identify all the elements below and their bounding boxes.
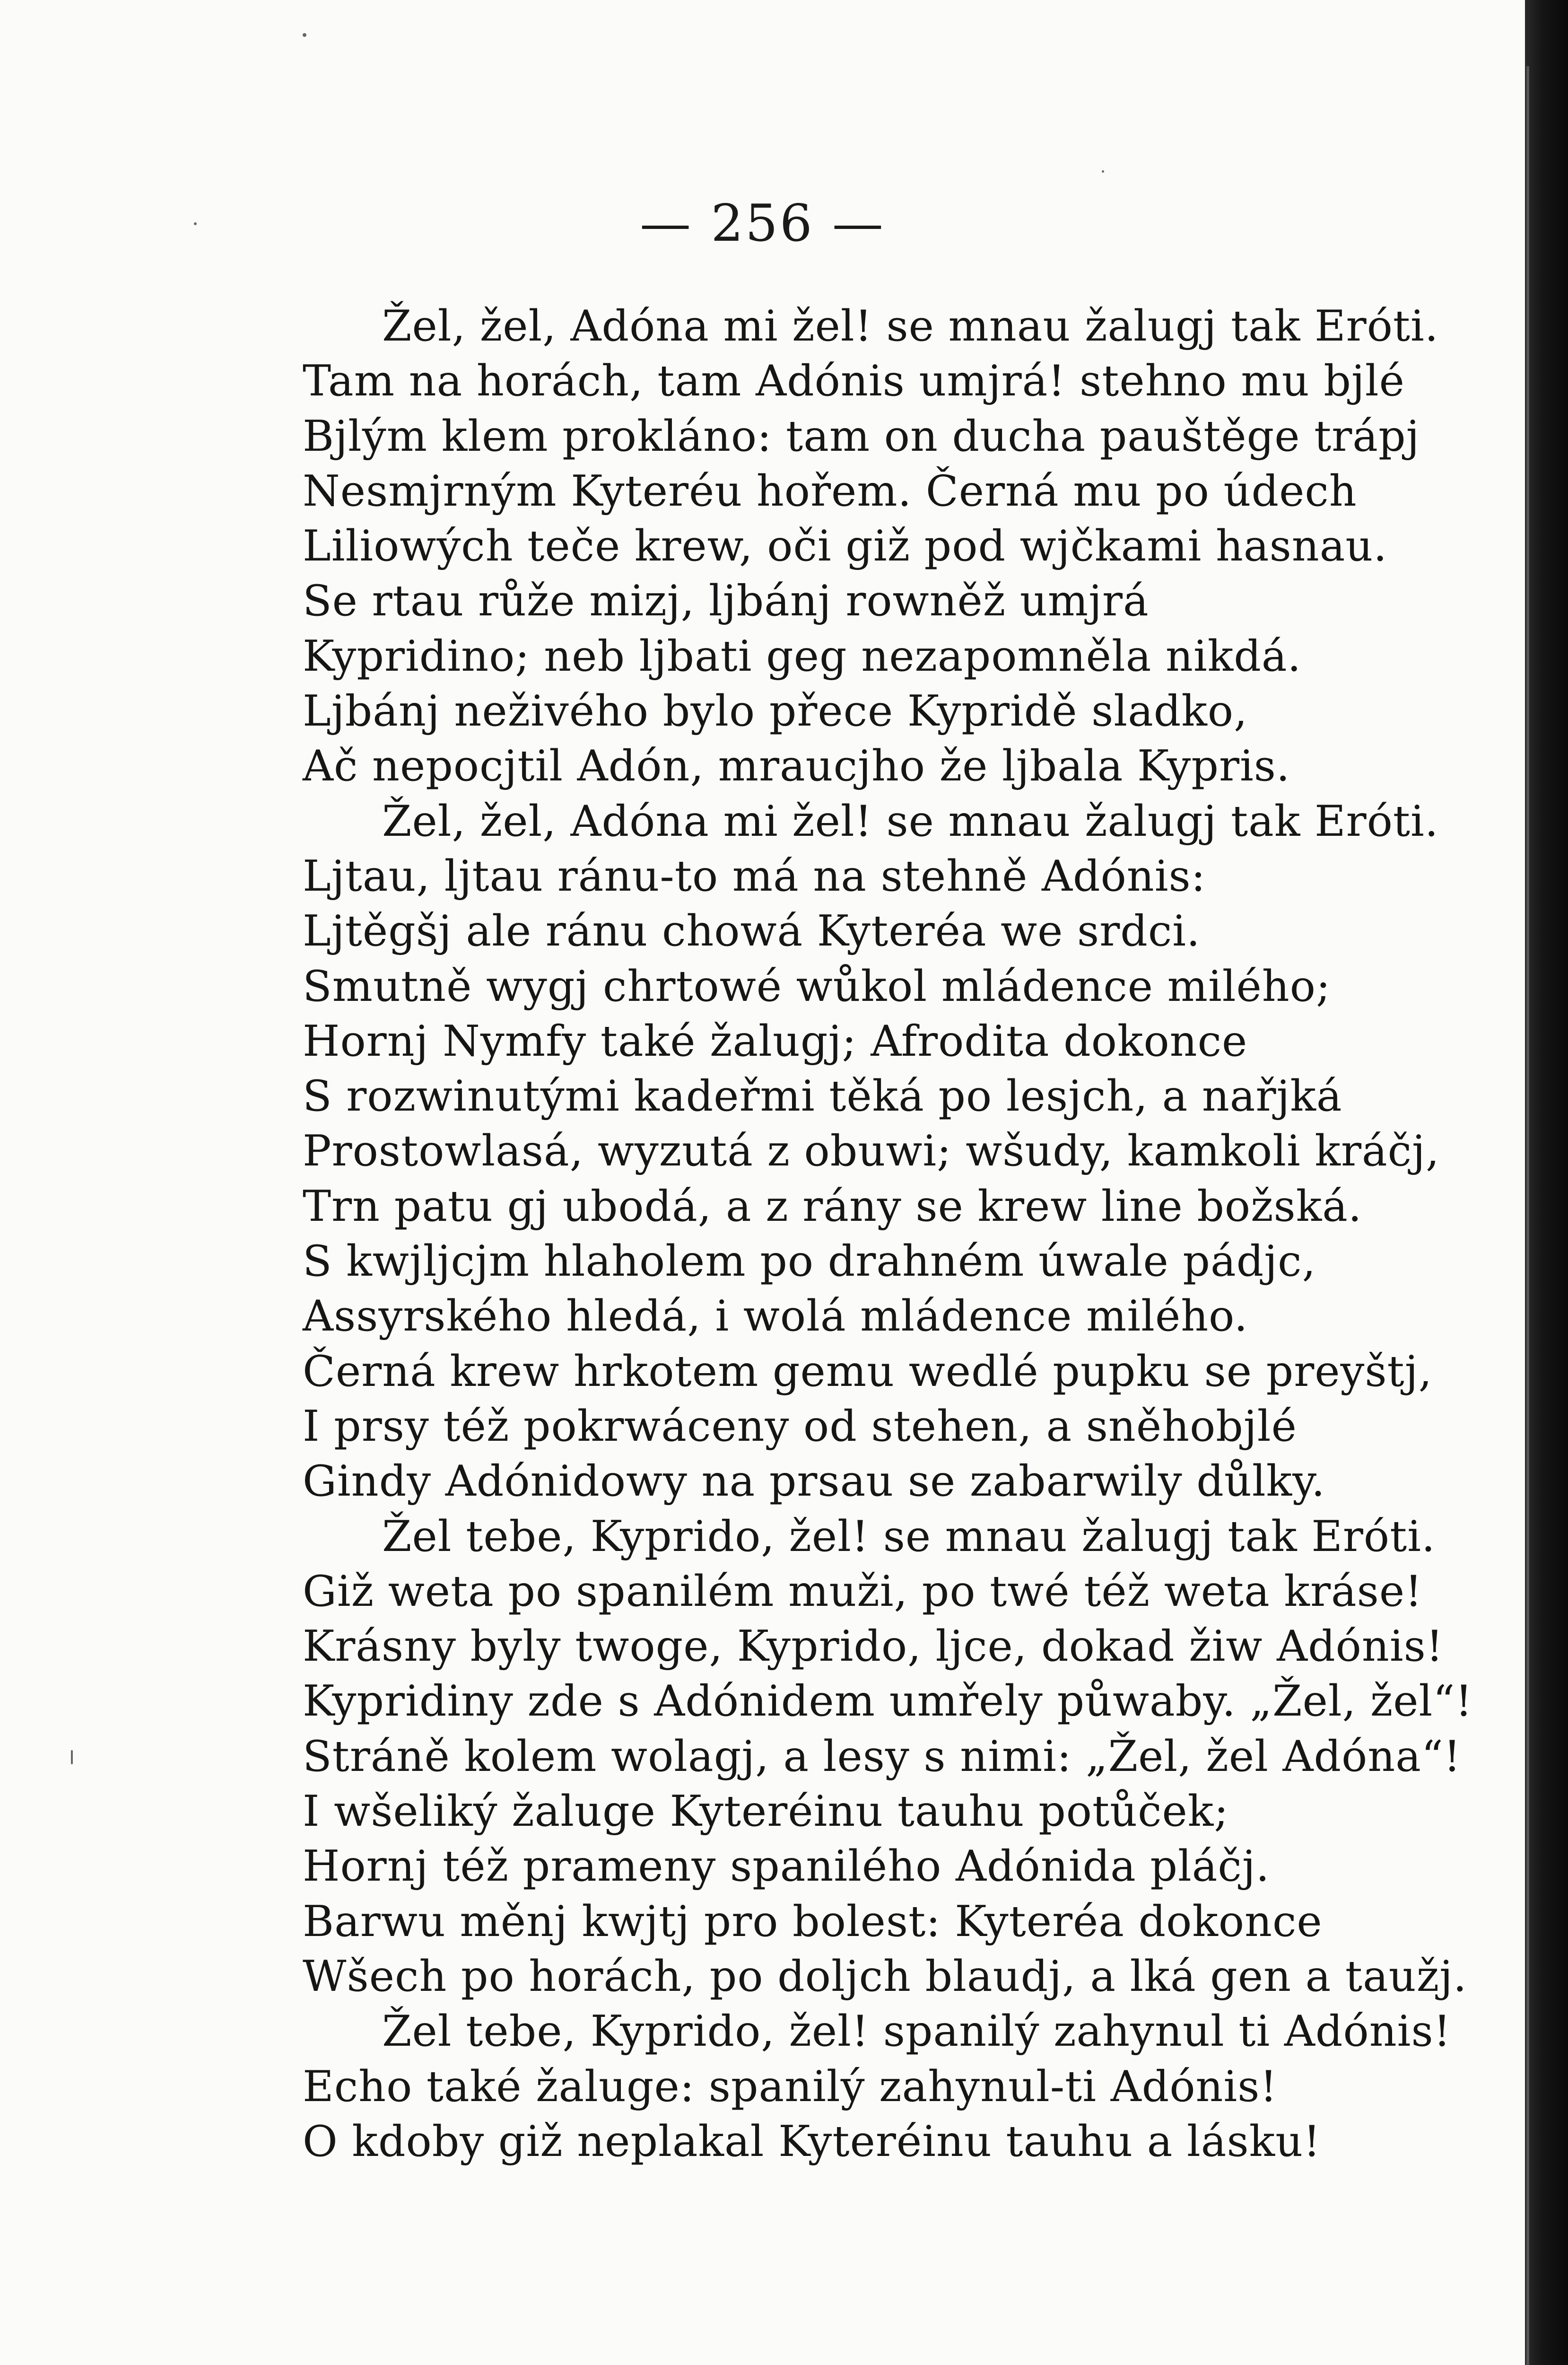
poem-line: Echo také žaluge: spanilý zahynul-ti Adónis! bbox=[303, 2061, 1278, 2111]
poem-line: Liliowých teče krew, oči giž pod wjčkami hasnau. bbox=[303, 521, 1387, 571]
poem-text bbox=[303, 299, 1494, 2169]
page-number: — 256 — bbox=[640, 194, 885, 253]
poem-line: Giž weta po spanilém muži, po twé též weta kráse! bbox=[303, 1566, 1423, 1616]
poem-line: Krásny byly twoge, Kyprido, ljce, dokad žiw Adónis! bbox=[303, 1621, 1444, 1672]
scan-speck bbox=[71, 1750, 73, 1764]
scan-speck bbox=[303, 33, 306, 37]
poem-line: Ač nepocjtil Adón, mraucjho že ljbala Kypris. bbox=[303, 741, 1290, 791]
scan-speck bbox=[194, 222, 197, 225]
poem-line: Trn patu gj ubodá, a z rány se krew line božská. bbox=[303, 1181, 1362, 1231]
poem-line: I prsy též pokrwáceny od stehen, a sněhobjlé bbox=[303, 1401, 1297, 1451]
poem-line: Kypridino; neb ljbati geg nezapomněla nikdá. bbox=[303, 631, 1302, 681]
poem-line: Hornj Nymfy také žalugj; Afrodita dokonce bbox=[303, 1016, 1248, 1066]
poem-line: Wšech po horách, po doljch blaudj, a lká gen a taužj. bbox=[303, 1951, 1467, 2001]
poem-line: Žel tebe, Kyprido, žel! se mnau žalugj tak Eróti. bbox=[382, 1511, 1436, 1561]
poem-line: Smutně wygj chrtowé wůkol mládence milého; bbox=[303, 961, 1331, 1011]
poem-line: Gindy Adónidowy na prsau se zabarwily důlky. bbox=[303, 1456, 1325, 1507]
poem-line: Barwu měnj kwjtj pro bolest: Kyteréa dokonce bbox=[303, 1896, 1323, 1946]
poem-line: Černá krew hrkotem gemu wedlé pupku se preyštj, bbox=[303, 1346, 1433, 1396]
poem-line: Tam na horách, tam Adónis umjrá! stehno mu bjlé bbox=[303, 356, 1405, 406]
poem-line: S kwjljcjm hlaholem po drahném úwale pádjc, bbox=[303, 1236, 1316, 1287]
poem-line: Ljbánj neživého bylo přece Kypridě sladko, bbox=[303, 686, 1248, 736]
poem-line: Prostowlasá, wyzutá z obuwi; wšudy, kamkoli kráčj, bbox=[303, 1126, 1440, 1176]
poem-line: Ljtěgšj ale ránu chowá Kyteréa we srdci. bbox=[303, 906, 1201, 956]
poem-line: Nesmjrným Kyteréu hořem. Černá mu po údech bbox=[303, 466, 1357, 516]
poem-line: Žel, žel, Adóna mi žel! se mnau žalugj tak Eróti. bbox=[382, 796, 1439, 846]
page-edge-shadow bbox=[1525, 0, 1568, 2365]
poem-line: Se rtau růže mizj, ljbánj rowněž umjrá bbox=[303, 576, 1149, 626]
page-edge-line bbox=[1526, 66, 1529, 2365]
poem-line: Hornj též prameny spanilého Adónida pláčj. bbox=[303, 1841, 1270, 1892]
poem-line: S rozwinutými kadeřmi těká po lesjch, a nařjká bbox=[303, 1071, 1342, 1121]
poem-line: Assyrského hledá, i wolá mládence milého. bbox=[303, 1291, 1248, 1341]
poem-line: Ljtau, ljtau ránu-to má na stehně Adónis: bbox=[303, 851, 1206, 901]
scan-speck bbox=[1102, 170, 1104, 173]
poem-line: Žel tebe, Kyprido, žel! spanilý zahynul ti Adónis! bbox=[382, 2006, 1451, 2057]
poem-line: Stráně kolem wolagj, a lesy s nimi: „Žel, žel Adóna“! bbox=[303, 1731, 1462, 1781]
poem-line: O kdoby giž neplakal Kyteréinu tauhu a lásku! bbox=[303, 2116, 1321, 2166]
poem-line: Bjlým klem prokláno: tam on ducha pauštěge trápj bbox=[303, 411, 1420, 461]
poem-line: Žel, žel, Adóna mi žel! se mnau žalugj tak Eróti. bbox=[382, 301, 1439, 351]
poem-line: Kypridiny zde s Adónidem umřely půwaby. „Žel, žel“! bbox=[303, 1676, 1473, 1726]
poem-line: I wšeliký žaluge Kyteréinu tauhu potůček; bbox=[303, 1787, 1229, 1837]
